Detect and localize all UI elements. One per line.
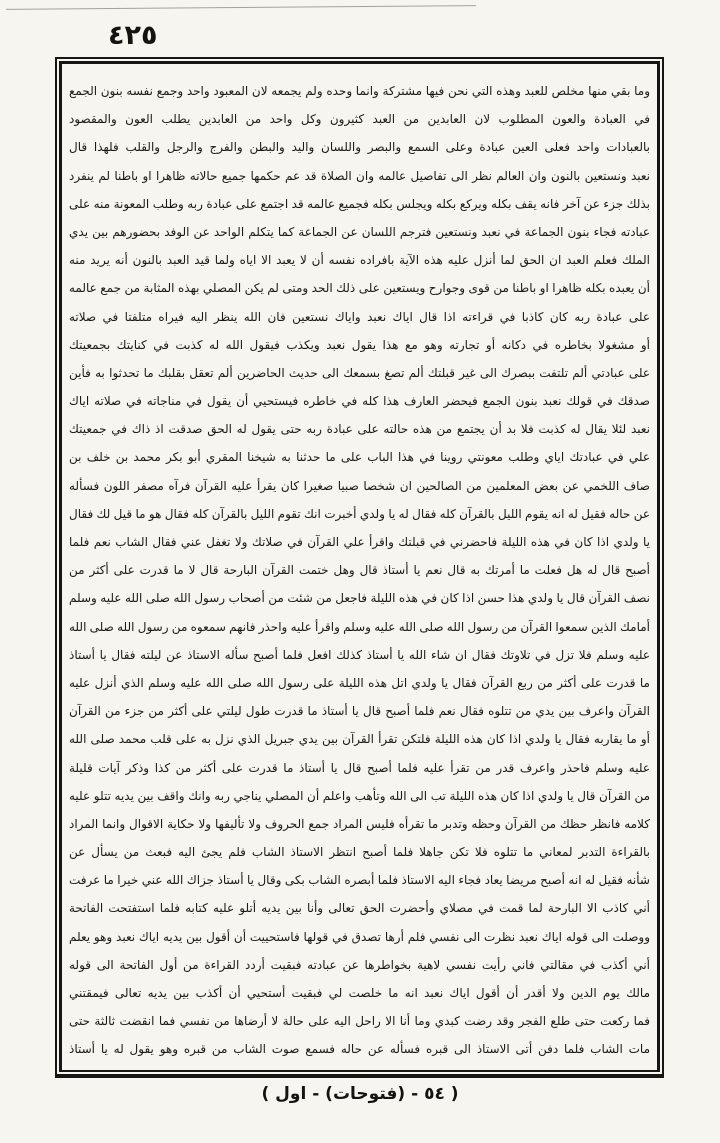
page-number: ٤٢٥ bbox=[108, 20, 158, 51]
text-line: صاف اللخمي عن بعض المعلمين من الصالحين ان شخصا صبيا صغيرا كان يقرأ عليه القرآن فرآه مصفر اللون فسأله bbox=[69, 478, 650, 493]
text-line: القرآن واعرف بين يدي من تتلوه فقال نعم فلما أصبح قال يا أستاذ ما قدرت طول ليلتي على أكثر من جزء من القرآن bbox=[69, 704, 650, 719]
text-line: ووصلت الى قوله اياك نعبد نظرت الى نفسي فلم أرها تصدق في قولها فاستحييت أن أقول بين يديه اياك نعبد وهو يعلم bbox=[69, 929, 650, 944]
text-line: أني كاذب الا البارحة لما قمت في مصلاي وأحضرت الحق تعالى وأنا بين يديه أتلو عليه كتابه فلما استفتحت الفاتحة bbox=[69, 901, 650, 916]
text-line: مالك يوم الدين ولا أقدر أن أقول اياك نعبد انه ما خلصت لي فبقيت أستحيي أن أكذب بين يديه تعالى فيمقتني bbox=[69, 986, 650, 1000]
text-line: على عبادتي ألم تلتفت ببصرك الى غير قبلتك ألم تصغ بسمعك الى حديث الحاضرين ألم تعقل بقلبك ما تحدثوا به فأين bbox=[69, 365, 650, 380]
text-line: عليه وسلم فلا تزل في تلاوتك فقال ان شاء الله يا أستاذ كذلك افعل فلما أصبح سأله الاستاذ عن ليلته فقال يا أستاذ bbox=[69, 647, 650, 662]
text-line: الملك فعلم العبد ان الحق لما أنزل عليه هذه الآية بافراده نفسه أن لا يعبد الا اياه ولما قيد العبد بالنون أنه يريد منه bbox=[69, 253, 650, 268]
text-line: شأنه فقيل له انه أصبح مريضا يعاد فجاء اليه الاستاذ فلما أبصره الشاب بكى وقال يا أستاذ جزاك الله عني خيرا ما عرفت bbox=[69, 873, 650, 888]
text-line: نصف القرآن قال يا ولدي هذا حسن اذا كان في هذه الليلة فاجعل من شئت من أصحاب رسول الله صلى الله عليه وسلم bbox=[69, 591, 650, 606]
text-line: يا ولدي اذا كان في هذه الليلة فاحضرني في قبلتك واقرأ علي القرآن في صلاتك ولا تغفل عني فقال الشاب نعم فلما bbox=[69, 535, 650, 549]
text-line: أني أكذب في مقالتي فاني رأيت نفسي لاهية بخواطرها عن عبادته فبقيت أردد القراءة من أول الفاتحة الى قوله bbox=[69, 957, 650, 972]
text-line: مات الشاب فلما دفن أتى الاستاذ الى قبره فسأله عن حاله فسمع صوت الشاب من قبره وهو يقول له يا أستاذ bbox=[69, 1042, 650, 1057]
signature-footer: ( ٥٤ - (فتوحات) - اول ) bbox=[261, 1084, 459, 1104]
text-line: عليه وسلم فاحذر واعرف قدر من تقرأ عليه فلما أصبح قال يا أستاذ ما قدرت على أكثر من كذا وذكر آيات قليلة bbox=[69, 760, 650, 775]
text-line: كلامه فانظر حظك من القرآن وحظه وتدبر ما تقرأه فليس المراد جمع الحروف ولا تأليفها ولا حكاية الاقوال وانما المراد bbox=[69, 816, 650, 831]
text-line: بالقراءة التدبر لمعاني ما تتلوه فلا تكن جاهلا فلما أصبح انتظر الاستاذ الشاب فلم يجئ اليه فبعث من يسأل عن bbox=[69, 845, 650, 860]
text-line: بذلك جزء عن آخر فانه يقف بكله ويركع بكله ويجلس بكله فجميع عالمه قد اجتمع على عبادة ربه وطلب المعونة منه على bbox=[69, 196, 650, 211]
text-line: فما ركعت حتى طلع الفجر وقد رضت كبدي وما أنا الا راحل اليه على حالة لا أرضاها من نفسي فما انقضت ثالثة حتى bbox=[69, 1014, 650, 1029]
scan-edge-artifact bbox=[6, 5, 476, 10]
text-line: بالعبادات واحد فعلى العين عبادة وعلى السمع والبصر واللسان واليد والبطن والفرج والرجل والقلب فلهذا قال bbox=[69, 140, 650, 155]
text-line: أن يعبده بكله ظاهرا او باطنا من قوى وجوارح ويستعين على ذلك الحد ومتى لم يكن المصلي بهذه المثابة من جمع عالمه bbox=[69, 281, 650, 296]
text-line: على عبادة ربه كان كاذبا في قراءته اذا قال اياك نعبد واياك نستعين فان الله ينظر اليه فيراه متلفتا في صلاته bbox=[69, 309, 650, 324]
text-line: أمامك الذين سمعوا القرآن من رسول الله صلى الله عليه وسلم واقرأ عليه واحذر فانهم سمعوه من رسول الله صلى الله bbox=[69, 619, 650, 634]
text-line: وما بقي منها مخلص للعبد وهذه التي نحن فيها مشتركة وانما وحده ولم يجمعه لان المعبود واحد وجمع نفسه بنون الجمع bbox=[69, 84, 650, 98]
text-frame-border bbox=[55, 57, 664, 1078]
text-line: عبادته فجاء بنون الجماعة في نعبد ونستعين فترجم اللسان عن الجماعة كما يتكلم الواحد عن الوفد بحضورهم بين يدي bbox=[69, 224, 650, 239]
text-line: عن حاله فقيل له انه يقوم الليل بالقرآن كله فقال له يا ولدي أخبرت انك تقوم الليل بالقرآن كله فقال هو ما قيل لك فقال bbox=[69, 506, 650, 521]
text-frame-inner-border bbox=[59, 61, 660, 1072]
text-line: في العبادة والعون المطلوب لان العابدين من العبد كثيرون وكل واحد من العابدين يطلب العون والمقصود bbox=[69, 112, 650, 127]
text-line: علي في عبادتك اياي وطلب معونتي روينا في هذا الباب على ما حدثنا به شيخنا المقري أبو بكر محمد بن خلف بن bbox=[69, 450, 650, 465]
text-line: صدقك في قولك نعبد بنون الجمع فيحضر العارف هذا كله في خاطره فيستحيي أن يقول في مناجاته في صلاته اياك bbox=[69, 394, 650, 409]
text-line: أو ما يقاربه فقال يا ولدي اذا كان هذه الليلة فلتكن تقرأ القرآن بين يدي جبريل الذي نزل به على قلب محمد صلى الله bbox=[69, 732, 650, 747]
text-line: نعبد ونستعين بالنون وان العالم نظر الى تفاصيل عالمه وان الصلاة قد عم حكمها جميع حالاته ظاهرا او باطنا لم ينفرد bbox=[69, 168, 650, 183]
text-line: أو مشغولا بخاطره في دكانه أو تجارته وهو مع هذا يقول نعبد ويكذب فيقول الله له كذبت في كنايتك بجمعيتك bbox=[69, 337, 650, 352]
text-line: من القرآن قال يا ولدي اذا كان هذه الليلة تب الى الله وتأهب واعلم أن المصلي يناجي ربه وانك واقف بين يديه تتلو عليه bbox=[69, 788, 650, 803]
text-line: أصبح قال له هل فعلت ما أمرتك به قال نعم يا أستاذ قال وهل ختمت القرآن البارحة قال لا ما قدرت على أكثر من bbox=[69, 563, 650, 578]
text-line: نعبد لئلا يقال له كذبت فلا بد أن يجتمع من هذه حالته على عبادة ربه حتى يقول له الحق صدقت اذ ذاك في جمعيتك bbox=[69, 422, 650, 437]
body-text bbox=[69, 77, 650, 1066]
text-line: ما قدرت على أكثر من ربع القرآن فقال يا ولدي اتل هذه الليلة على رسول الله صلى الله عليه وسلم الذي أنزل عليه bbox=[69, 675, 650, 690]
